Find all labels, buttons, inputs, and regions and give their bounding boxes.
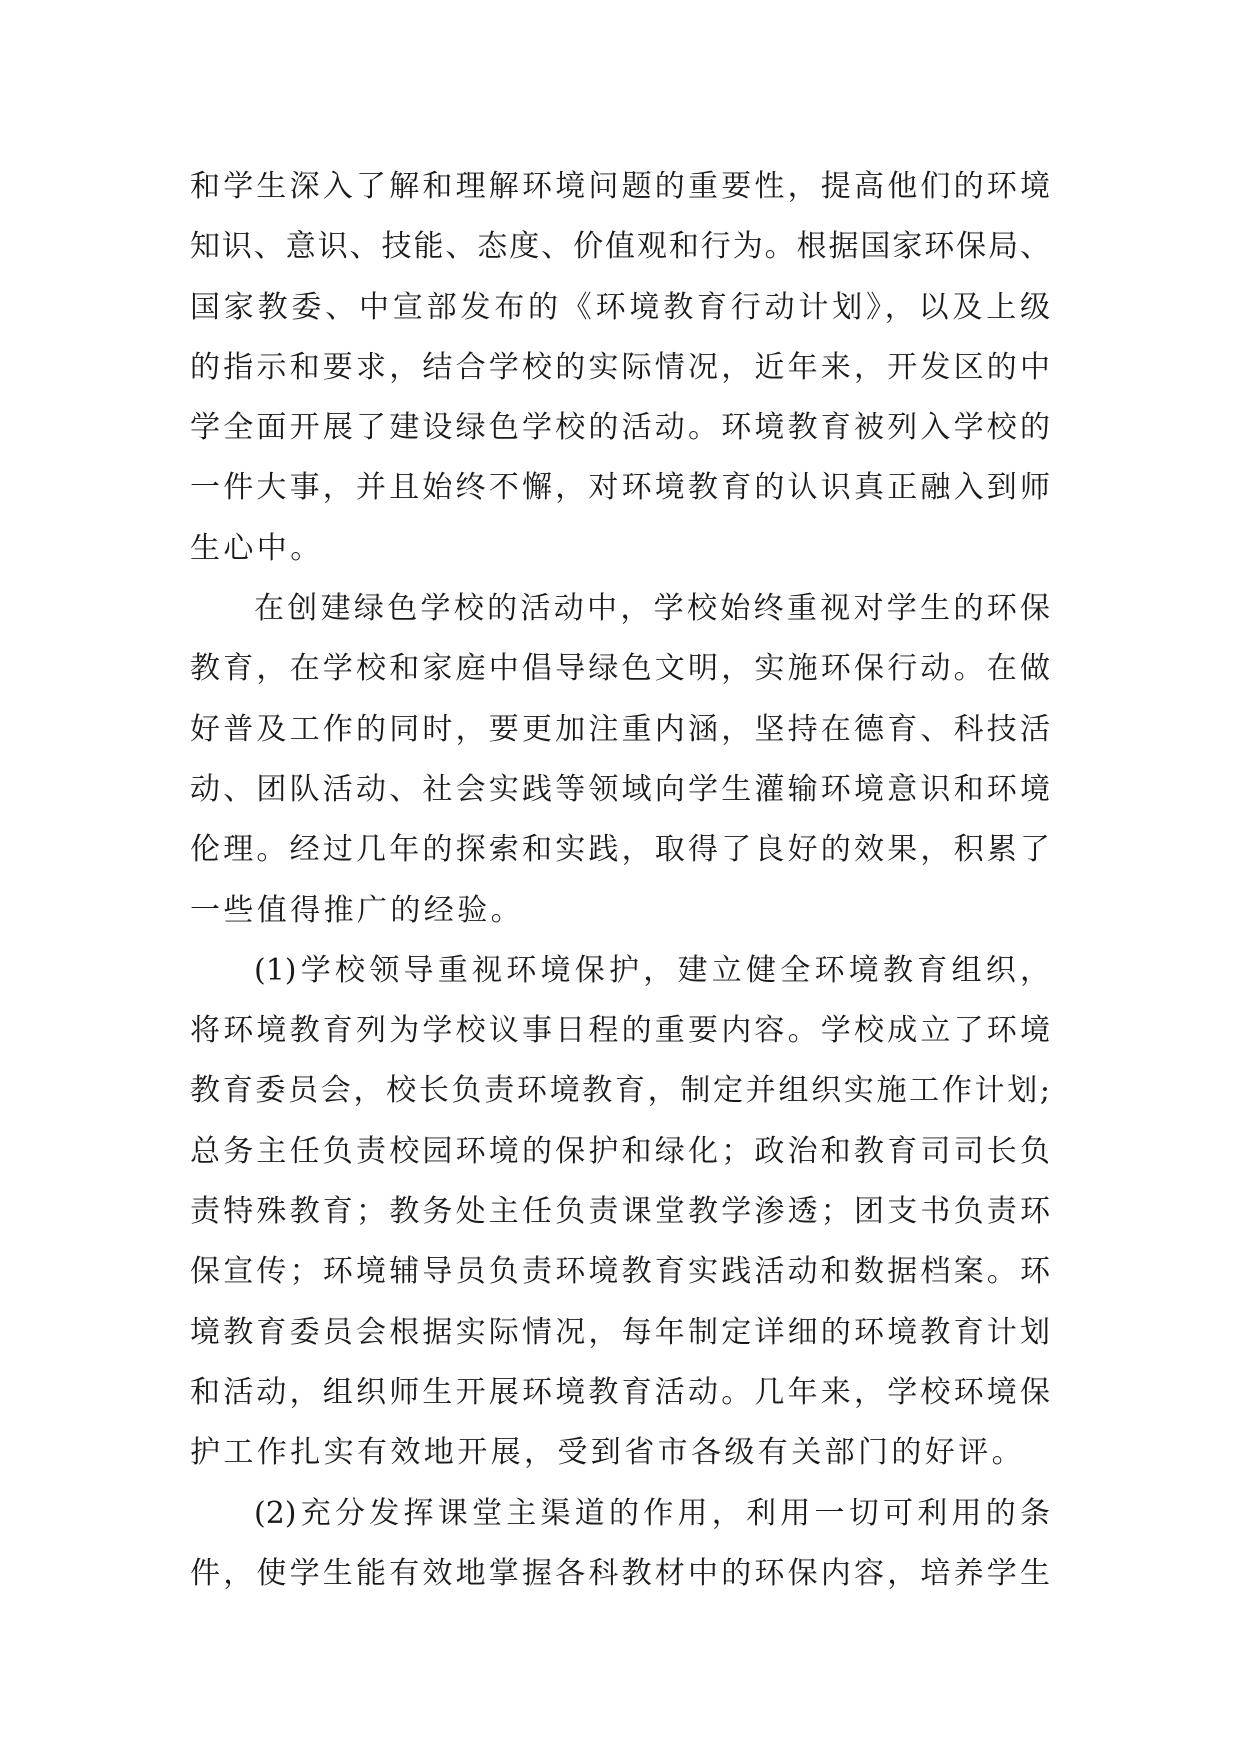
text-line: 伦理。经过几年的探索和实践，取得了良好的效果，积累了 bbox=[190, 832, 1050, 868]
text-line: 保宣传；环境辅导员负责环境教育实践活动和数据档案。环 bbox=[190, 1254, 1050, 1290]
text-line: 将环境教育列为学校议事日程的重要内容。学校成立了环境 bbox=[190, 1013, 1050, 1049]
text-line: 好普及工作的同时，要更加注重内涵，坚持在德育、科技活 bbox=[190, 711, 1050, 747]
text-line: 境教育委员会根据实际情况，每年制定详细的环境教育计划 bbox=[190, 1314, 1050, 1350]
text-line: 和学生深入了解和理解环境问题的重要性，提高他们的环境 bbox=[190, 169, 1050, 204]
text-line: 总务主任负责校园环境的保护和绿化；政治和教育司司长负 bbox=[190, 1133, 1050, 1169]
text-line: 动、团队活动、社会实践等领域向学生灌输环境意识和环境 bbox=[190, 771, 1050, 807]
text-line: 责特殊教育；教务处主任负责课堂教学渗透；团支书负责环 bbox=[190, 1194, 1050, 1230]
text-line: 在创建绿色学校的活动中，学校始终重视对学生的环保 bbox=[254, 591, 1050, 627]
text-line: 件，使学生能有效地掌握各科教材中的环保内容，培养学生 bbox=[190, 1555, 1050, 1591]
text-line: (2)充分发挥课堂主渠道的作用，利用一切可利用的条 bbox=[254, 1495, 1050, 1531]
document-body bbox=[190, 157, 1050, 1604]
text-line: 一些值得推广的经验。 bbox=[190, 892, 524, 928]
text-line: 国家教委、中宣部发布的《环境教育行动计划》，以及上级 bbox=[190, 289, 1050, 325]
text-line: 生心中。 bbox=[190, 530, 324, 566]
text-line: 和活动，组织师生开展环境教育活动。几年来，学校环境保 bbox=[190, 1374, 1050, 1410]
text-line: 教育，在学校和家庭中倡导绿色文明，实施环保行动。在做 bbox=[190, 651, 1050, 687]
text-line: 学全面开展了建设绿色学校的活动。环境教育被列入学校的 bbox=[190, 410, 1050, 446]
text-line: (1)学校领导重视环境保护，建立健全环境教育组织， bbox=[254, 952, 1050, 988]
text-line: 的指示和要求，结合学校的实际情况，近年来，开发区的中 bbox=[190, 349, 1050, 385]
text-line: 知识、意识、技能、态度、价值观和行为。根据国家环保局、 bbox=[190, 229, 1050, 265]
text-line: 护工作扎实有效地开展，受到省市各级有关部门的好评。 bbox=[190, 1435, 1025, 1471]
text-line: 教育委员会，校长负责环境教育，制定并组织实施工作计划; bbox=[190, 1073, 1050, 1109]
text-line: 一件大事，并且始终不懈，对环境教育的认识真正融入到师 bbox=[190, 470, 1050, 506]
